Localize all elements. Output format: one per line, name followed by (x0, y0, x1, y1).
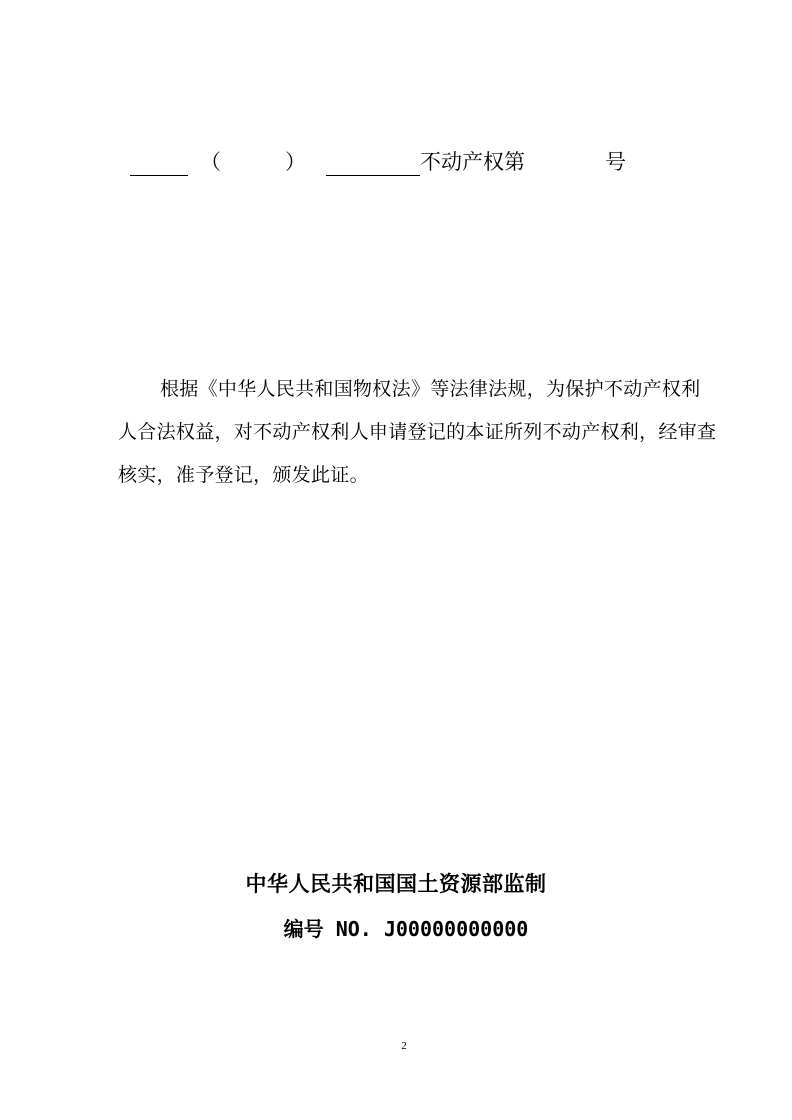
issuer-line: 中华人民共和国国土资源部监制 (245, 871, 547, 896)
serial-label: 编号 (283, 917, 324, 941)
certificate-label: 不动产权第 (420, 150, 525, 174)
page-number: 2 (401, 1040, 407, 1052)
hao-label: 号 (605, 150, 626, 174)
paren-open: （ (200, 150, 221, 174)
region-blank (130, 151, 188, 176)
certificate-number-line (130, 144, 626, 176)
paren-close: ） (285, 150, 306, 174)
serial-number-line (0, 913, 792, 942)
serial-value: NO. J00000000000 (335, 917, 529, 941)
city-blank (326, 151, 420, 176)
legal-statement: 根据《中华人民共和国物权法》等法律法规，为保护不动产权利人合法权益，对不动产权利人申请登记的本证所列不动产权利，经审查核实，准予登记，颁发此证。 (118, 378, 717, 486)
